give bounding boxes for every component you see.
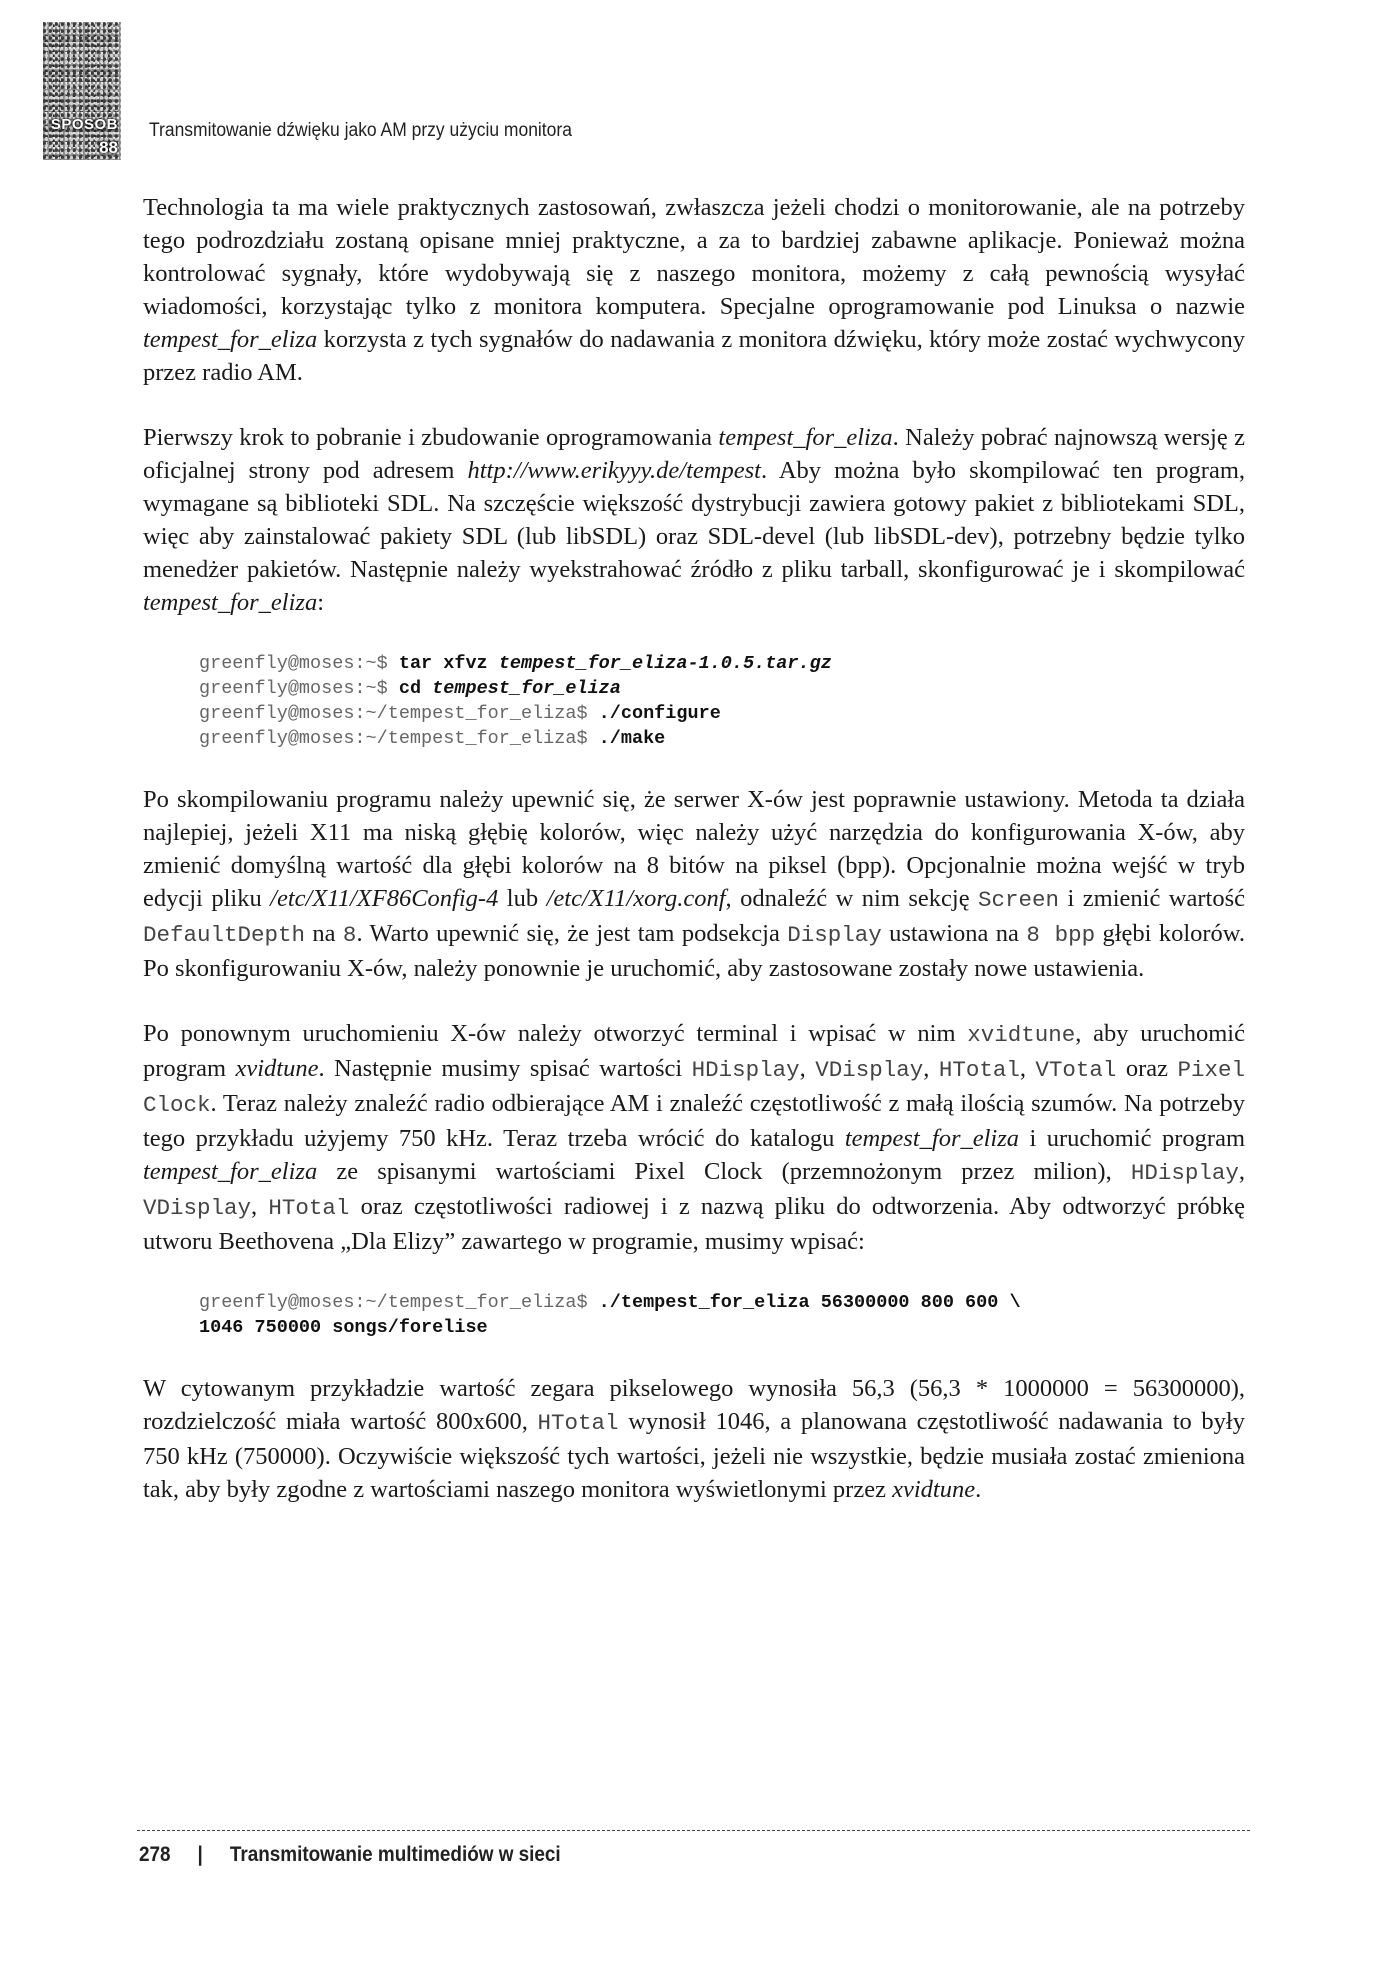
text-run: oraz częstotliwości radiowej i z nazwą pliku do odtworzenia. Aby odtworzyć próbkę utworu Beethovena „Dla Elizy” zawartego w programie, musimy wpisać:: [143, 1193, 1245, 1255]
text-run-i: xvidtune: [892, 1476, 976, 1503]
section-badge: [43, 22, 121, 160]
code-token-cmd: tar xfvz: [398, 653, 499, 674]
text-run: ,: [1019, 1055, 1036, 1082]
code-line: [199, 701, 1245, 726]
page-footer: [139, 1843, 561, 1867]
text-run: głębi kolorów. Po skonfigurowaniu X-ów, należy ponownie je uruchomić, aby zastosowane zostały nowe ustawienia.: [143, 920, 1246, 982]
text-run: :: [317, 589, 325, 616]
text-run: ze spisanymi wartościami Pixel Clock (przemnożonym przez milion),: [317, 1158, 1131, 1185]
text-run-m: Pixel Clock: [143, 1057, 1246, 1118]
text-run-m: HTotal: [537, 1410, 619, 1436]
text-run: . Następnie musimy spisać wartości: [318, 1055, 692, 1082]
text-run: W cytowanym przykładzie wartość zegara pikselowego wynosiła 56,3 (56,3 * 1000000 = 56300000), rozdzielczość miała wartość 800x600,: [143, 1375, 1245, 1435]
running-header-title: Transmitowanie dźwięku jako AM przy użyciu monitora: [149, 120, 572, 141]
text-run: korzysta z tych sygnałów do nadawania z monitora dźwięku, który może zostać wychwycony przez radio AM.: [143, 326, 1245, 386]
text-run-m: xvidtune: [967, 1022, 1076, 1048]
paragraph-2: [143, 421, 1245, 619]
text-run-i: tempest_for_eliza: [143, 589, 318, 616]
text-run: . Warto upewnić się, że jest tam podsekcja: [356, 920, 788, 947]
text-run-m: VTotal: [1035, 1057, 1117, 1083]
code-line: [199, 726, 1245, 751]
code-block-build: [199, 651, 1245, 751]
paragraph-3: [143, 783, 1245, 985]
text-run-m: HDisplay: [691, 1057, 800, 1083]
page-number: 278: [139, 1843, 171, 1866]
text-run-i: tempest_for_eliza: [718, 424, 893, 451]
text-run: , odnaleźć w nim sekcję: [725, 885, 979, 912]
text-run: , aby uruchomić program: [143, 1020, 1245, 1082]
text-run-m: 8: [342, 922, 357, 948]
code-token-cmd: ./configure: [598, 703, 721, 724]
text-run: . Aby można było skompilować ten program, wymagane są biblioteki SDL. Na szczęście większość dystrybucji zawiera gotowy pakiet z bibliotekami SDL, więc aby zainstalować pakiety SDL (lub libSDL) oraz SDL-devel (lub libSDL-dev), potrzebny będzie tylko menedżer pakietów. Następnie należy wyekstrahować źródło z pliku tarball, skonfigurować je i skompilować: [143, 457, 1246, 583]
text-run: Technologia ta ma wiele praktycznych zastosowań, zwłaszcza jeżeli chodzi o monitorowanie, ale na potrzeby tego podrozdziału zostaną opisane mniej praktyczne, a za to bardziej zabawne aplikacje. Ponieważ można kontrolować sygnały, które wydobywają się z naszego monitora, możemy z całą pewnością wysyłać wiadomości, korzystając tylko z monitora komputera. Specjalne oprogramowanie pod Linuksa o nazwie: [143, 194, 1245, 320]
badge-word: SPOSÓB: [50, 116, 118, 133]
code-token: greenfly@moses:~/tempest_for_eliza$: [199, 703, 599, 724]
text-run-m: DefaultDepth: [143, 922, 306, 948]
chapter-title: Transmitowanie multimediów w sieci: [229, 1843, 561, 1866]
code-line: [199, 676, 1245, 701]
text-run: ,: [923, 1055, 939, 1082]
text-run-i: tempest_for_eliza: [143, 1158, 318, 1185]
text-run: . Należy pobrać najnowszą wersję z oficjalnej strony pod adresem: [143, 424, 1245, 484]
text-run-i: /etc/X11/XF86Config-4: [270, 885, 499, 912]
text-run-m: Display: [787, 922, 882, 948]
text-run-i: http://www.erikyyy.de/tempest: [467, 457, 761, 484]
text-run-i: /etc/X11/xorg.conf: [546, 885, 726, 912]
text-run-m: HTotal: [938, 1057, 1020, 1083]
code-line: [199, 651, 1245, 676]
code-token-cmdi: tempest_for_eliza-1.0.5.tar.gz: [498, 653, 832, 674]
text-run-i: xvidtune: [235, 1055, 319, 1082]
text-run-m: VDisplay: [815, 1057, 924, 1083]
page-body: [143, 191, 1245, 1538]
text-run-m: VDisplay: [143, 1195, 252, 1221]
text-run-m: 8 bpp: [1026, 922, 1096, 948]
code-token-cmdi: tempest_for_eliza: [432, 678, 621, 699]
text-run: oraz: [1116, 1055, 1178, 1082]
code-token: greenfly@moses:~$: [199, 653, 399, 674]
code-token: greenfly@moses:~/tempest_for_eliza$: [199, 1292, 599, 1313]
badge-number: 88: [99, 138, 118, 157]
text-run: i uruchomić program: [1019, 1125, 1246, 1152]
code-line: [199, 1290, 1245, 1315]
text-run: ,: [1238, 1158, 1245, 1185]
code-block-run: [199, 1290, 1245, 1340]
code-token: greenfly@moses:~/tempest_for_eliza$: [199, 728, 599, 749]
text-run-m: HDisplay: [1130, 1160, 1239, 1186]
text-run: na: [305, 920, 343, 947]
paragraph-4: [143, 1017, 1245, 1258]
code-token: greenfly@moses:~$: [199, 678, 399, 699]
text-run: Po ponownym uruchomieniu X-ów należy otworzyć terminal i wpisać w nim: [143, 1020, 968, 1047]
code-token-cmd: cd: [398, 678, 433, 699]
code-token-cmd: ./make: [598, 728, 666, 749]
text-run: wynosił 1046, a planowana częstotliwość nadawania to były 750 kHz (750000). Oczywiście większość tych wartości, jeżeli nie wszystkie, będzie musiała zostać zmieniona tak, aby były zgodne z wartościami naszego monitora wyświetlonymi przez: [143, 1408, 1245, 1503]
text-run-m: HTotal: [268, 1195, 350, 1221]
code-token-cmd: 1046 750000 songs/forelise: [199, 1317, 488, 1338]
code-token-cmd: ./tempest_for_eliza 56300000 800 600 \: [598, 1292, 1021, 1313]
text-run: lub: [498, 885, 547, 912]
text-run: .: [975, 1476, 982, 1503]
text-run: Pierwszy krok to pobranie i zbudowanie oprogramowania: [143, 424, 719, 451]
text-run: i zmienić wartość: [1059, 885, 1245, 912]
text-run-m: Screen: [978, 887, 1060, 913]
text-run: ustawiona na: [881, 920, 1027, 947]
text-run: ,: [251, 1193, 269, 1220]
paragraph-1: [143, 191, 1245, 389]
text-run: Po skompilowaniu programu należy upewnić się, że serwer X-ów jest poprawnie ustawiony. Metoda ta działa najlepiej, jeżeli X11 ma niską głębię kolorów, więc należy użyć narzędzia do konfigurowania X-ów, aby zmienić domyślną wartość dla głębi kolorów na 8 bitów na piksel (bpp). Opcjonalnie można wejść w tryb edycji pliku: [143, 786, 1245, 912]
footer-separator: |: [197, 1843, 203, 1866]
code-line: [199, 1315, 1245, 1340]
text-run-i: tempest_for_eliza: [143, 326, 318, 353]
text-run-i: tempest_for_eliza: [844, 1125, 1020, 1152]
footer-divider: [137, 1830, 1250, 1831]
text-run: . Teraz należy znaleźć radio odbierające AM i znaleźć częstotliwość z małą ilością szumów. Na potrzeby tego przykładu użyjemy 750 kHz. Teraz trzeba wrócić do katalogu: [143, 1090, 1245, 1152]
text-run: ,: [799, 1055, 816, 1082]
paragraph-5: [143, 1372, 1245, 1506]
